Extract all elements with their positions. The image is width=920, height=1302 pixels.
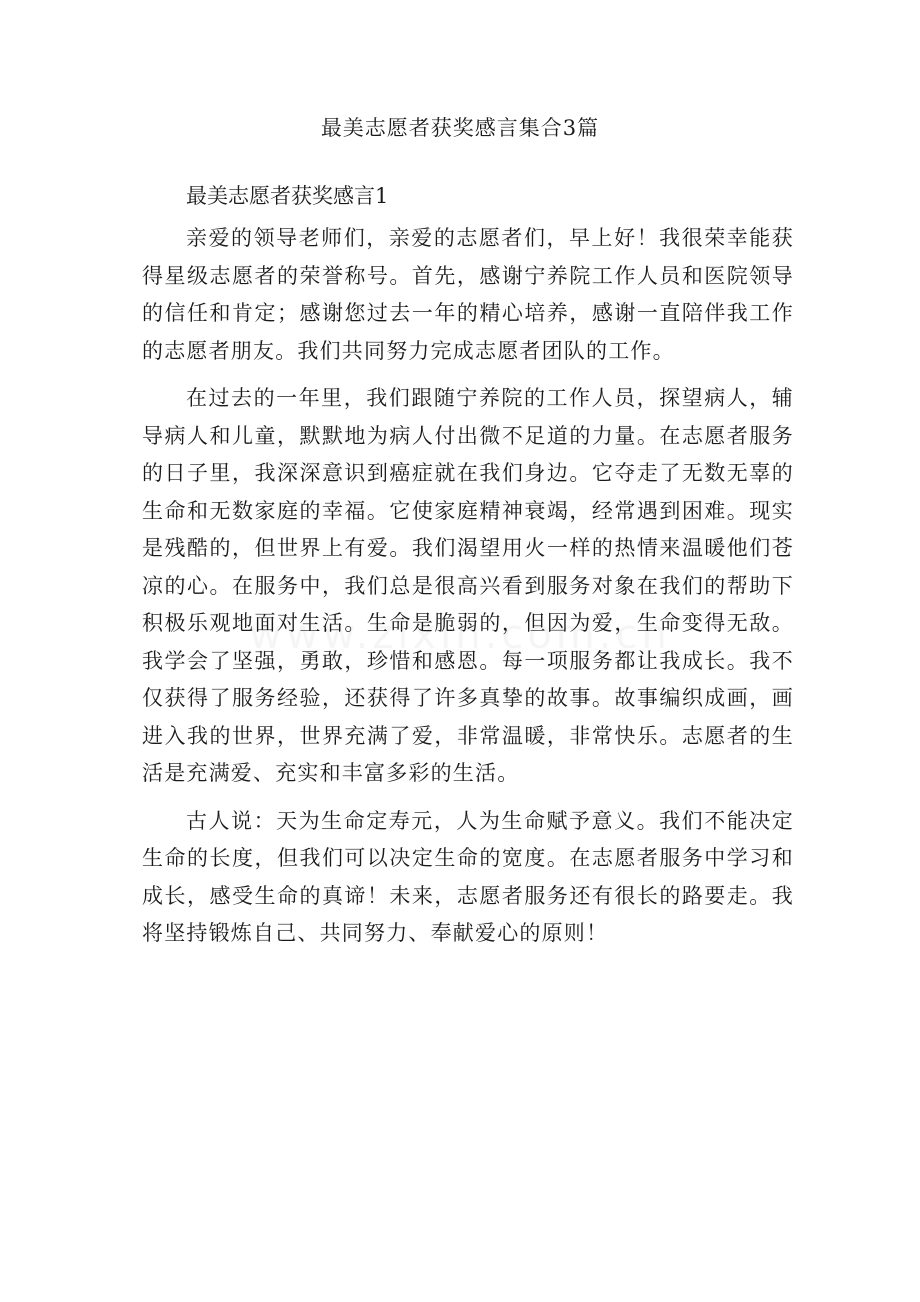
document-body bbox=[142, 174, 794, 963]
paragraph-experience: 在过去的一年里，我们跟随宁养院的工作人员，探望病人，辅导病人和儿童，默默地为病人付出微不足道的力量。在志愿者服务的日子里，我深深意识到癌症就在我们身边。它夺走了无数无辜的生命和无数家庭的幸福。它使家庭精神衰竭，经常遇到困难。现实是残酷的，但世界上有爱。我们渴望用火一样的热情来温暖他们苍凉的心。在服务中，我们总是很高兴看到服务对象在我们的帮助下积极乐观地面对生活。生命是脆弱的，但因为爱，生命变得无敌。我学会了坚强，勇敢，珍惜和感恩。每一项服务都让我成长。我不仅获得了服务经验，还获得了许多真挚的故事。故事编织成画，画进入我的世界，世界充满了爱，非常温暖，非常快乐。志愿者的生活是充满爱、充实和丰富多彩的生活。 bbox=[142, 386, 794, 785]
paragraph-greeting: 亲爱的领导老师们，亲爱的志愿者们，早上好！我很荣幸能获得星级志愿者的荣誉称号。首先，感谢宁养院工作人员和医院领导的信任和肯定；感谢您过去一年的精心培养，感谢一直陪伴我工作的志愿者朋友。我们共同努力完成志愿者团队的工作。 bbox=[142, 226, 794, 363]
section-title: 最美志愿者获奖感言1 bbox=[186, 184, 389, 208]
paragraph-conclusion: 古人说：天为生命定寿元，人为生命赋予意义。我们不能决定生命的长度，但我们可以决定生命的宽度。在志愿者服务中学习和成长，感受生命的真谛！未来，志愿者服务还有很长的路要走。我将坚持锻炼自己、共同努力、奉献爱心的原则！ bbox=[142, 808, 794, 945]
document-title: 最美志愿者获奖感言集合3篇 bbox=[320, 116, 600, 140]
